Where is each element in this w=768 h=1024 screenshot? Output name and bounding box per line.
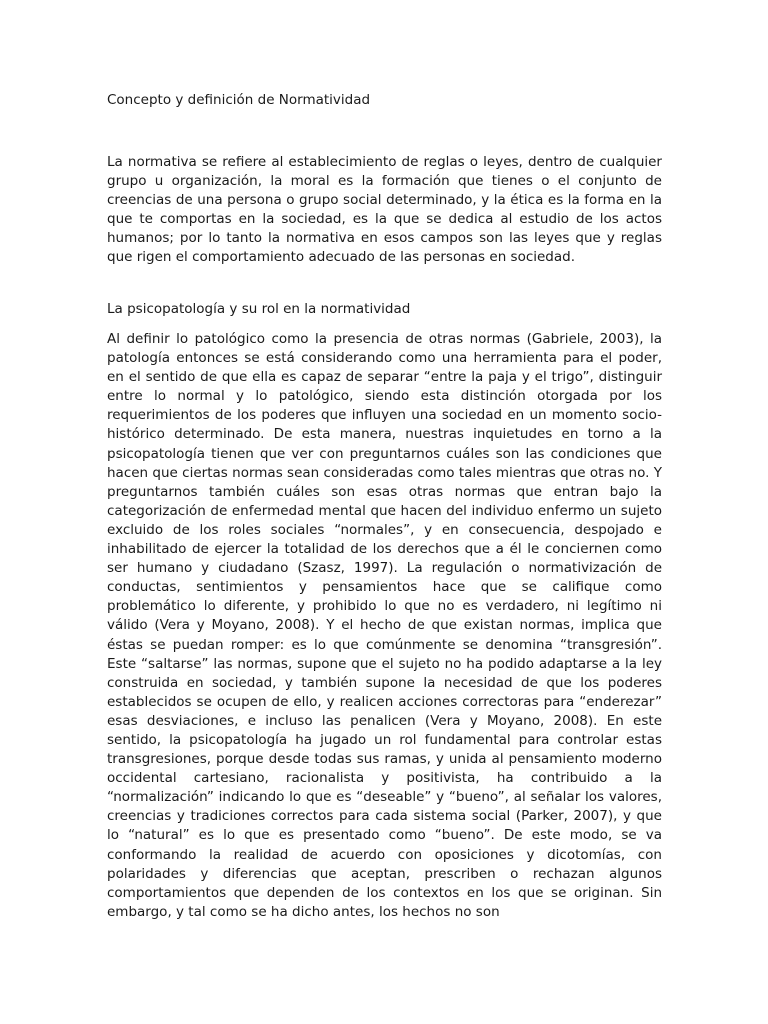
section-subtitle: La psicopatología y su rol en la normatividad	[107, 301, 411, 317]
document-title: Concepto y definición de Normatividad	[107, 92, 371, 108]
paragraph-psychopathology: Al definir lo patológico como la presencia de otras normas (Gabriele, 2003), la patología entonces se está considerando como una herramienta para el poder, en el sentido de que ella es capaz de separar “entre la paja y el trigo”, distinguir entre lo normal y lo patológico, siendo esta distinción otorgada por los requerimientos de los poderes que influyen una sociedad en un momento socio-histórico determinado. De esta manera, nuestras inquietudes en torno a la psicopatología tienen que ver con preguntarnos cuáles son las condiciones que hacen que ciertas normas sean consideradas como tales mientras que otras no. Y preguntarnos también cuáles son esas otras normas que entran bajo la categorización de enfermedad mental que hacen del individuo enfermo un sujeto excluido de los roles sociales “normales”, y en consecuencia, despojado e inhabilitado de ejercer la totalidad de los derechos que a él le conciernen como ser humano y ciudadano (Szasz, 1997). La regulación o normativización de conductas, sentimientos y pensamientos hace que se califique como problemático lo diferente, y prohibido lo que no es verdadero, ni legítimo ni válido (Vera y Moyano, 2008). Y el hecho de que existan normas, implica que éstas se puedan romper: es lo que comúnmente se denomina “transgresión”. Este “saltarse” las normas, supone que el sujeto no ha podido adaptarse a la ley construida en sociedad, y también supone la necesidad de que los poderes establecidos se ocupen de ello, y realicen acciones correctoras para “enderezar” esas desviaciones, e incluso las penalicen (Vera y Moyano, 2008). En este sentido, la psicopatología ha jugado un rol fundamental para controlar estas transgresiones, porque desde todas sus ramas, y unida al pensamiento moderno occidental cartesiano, racionalista y positivista, ha contribuido a la “normalización” indicando lo que es “deseable” y “bueno”, al señalar los valores, creencias y tradiciones correctos para cada sistema social (Parker, 2007), y que lo “natural” es lo que es presentado como “bueno”. De este modo, se va conformando la realidad de acuerdo con oposiciones y dicotomías, con polaridades y diferencias que aceptan, prescriben o rechazan algunos comportamientos que dependen de los contextos en los que se originan. Sin embargo, y tal como se ha dicho antes, los hechos no son	[107, 331, 662, 920]
paragraph-definition: La normativa se refiere al establecimiento de reglas o leyes, dentro de cualquier grupo u organización, la moral es la formación que tienes o el conjunto de creencias de una persona o grupo social determinado, y la ética es la forma en la que te comportas en la sociedad, es la que se dedica al estudio de los actos humanos; por lo tanto la normativa en esos campos son las leyes que y reglas que rigen el comportamiento adecuado de las personas en sociedad.	[107, 154, 662, 266]
